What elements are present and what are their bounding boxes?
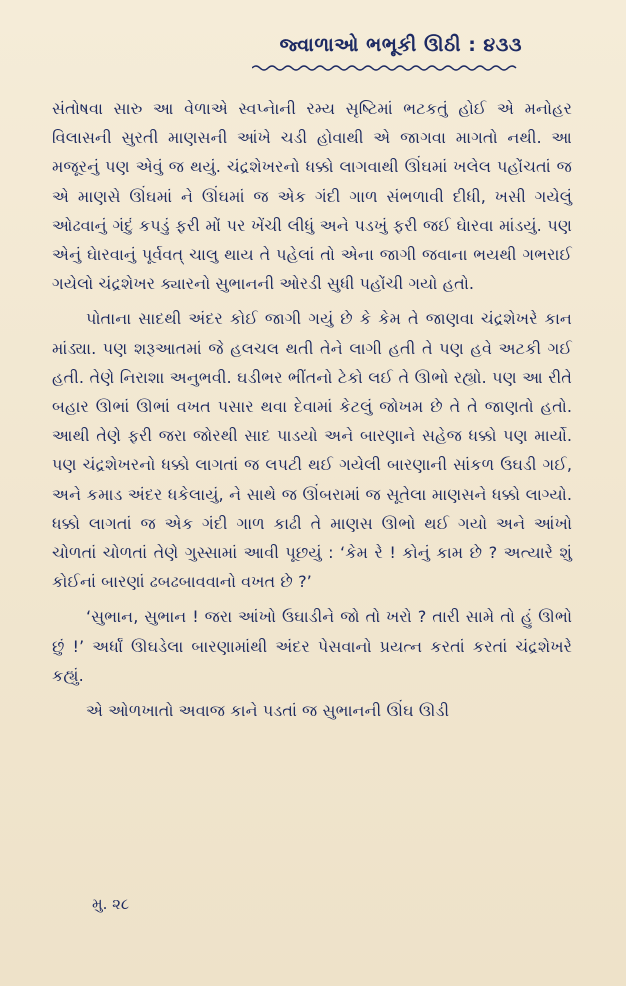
body-text (52, 94, 572, 725)
paragraph-final: એ ઓળખાતો અવાજ કાને પડતાં જ સુભાનની ઊંઘ ઊડી (86, 701, 450, 721)
paragraph-continuation: સંતોષવા સારુ આ વેળાએ સ્વપ્નેાની રમ્ય સૃષ્ટિમાં ભટકતું હોઈ એ મનોહર વિલાસની સુરતી માણસની આંખે ચડી હોવાથી એ જાગવા માગતો નથી. આ મજૂરનું પણ એવું જ થયું. ચંદ્રશેખરનો ધક્કો લાગવાથી ઊંઘમાં ખલેલ પહોંચતાં જ એ માણસે ઊંઘમાં ને ઊંઘમાં જ એક ગંદી ગાળ સંભળાવી દીધી, ખસી ગયેલું ઓઢવાનું ગંદું કપડું ફરી મોં પર ખેંચી લીધું અને પડખું ફરી જઈ ઘેારવા માંડયું. પણ એનું ઘેારવાનું પૂર્વવત્ ચાલુ થાય તે પહેલાં તો એના જાગી જવાના ભયથી ગભરાઈ ગયેલો ચંદ્રશેખર ક્યારનો સુભાનની ઓરડી સુધી પહોંચી ગયો હતો. (52, 99, 572, 294)
running-head: જ્વાળાઓ ભભૂકી ઊઠી : ૪૩૩ (279, 34, 522, 56)
decorative-rule-icon (252, 64, 520, 72)
paragraph-dialogue: ‘સુભાન, સુભાન ! જરા આંખો ઉઘાડીને જો તો ખરો ? તારી સામે તો હું ઊભો છું !’ અર્ધાં ઊઘડેલા બારણામાંથી અંદર પેસવાનો પ્રયત્ન કરતાં કરતાં ચંદ્રશેખરે કહ્યું. (52, 607, 572, 685)
printer-signature: મુ. ૨૮ (92, 895, 130, 913)
paragraph: પોતાના સાદથી અંદર કોઈ જાગી ગયું છે કે કેમ તે જાણવા ચંદ્રશેખરે કાન માંડ્યા. પણ શરૂઆતમાં જે હલચલ થતી તેને લાગી હતી તે પણ હવે અટકી ગઈ હતી. તેણે નિરાશા અનુભવી. ઘડીભર ભીંતનો ટેકો લઈ તે ઊભો રહ્યો. પણ આ રીતે બહાર ઊભાં ઊભાં વખત પસાર થવા દેવામાં કેટલું જોખમ છે તે તે જાણતો હતો. આથી તેણે ફરી જરા જોરથી સાદ પાડયો અને બારણાને સહેજ ધક્કો પણ માર્યો. પણ ચંદ્રશેખરનો ધક્કો લાગતાં જ લપટી થઈ ગયેલી બારણાની સાંકળ ઉઘડી ગઈ, અને કમાડ અંદર ધકેલાયું, ને સાથે જ ઊંબરામાં જ સૂતેલા માણસને ધક્કો લાગ્યો. ધક્કો લાગતાં જ એક ગંદી ગાળ કાઢી તે માણસ ઊભો થઈ ગયો અને આંખો ચોળતાં ચોળતાં તેણે ગુસ્સામાં આવી પૂછયું : ‘કેમ રે ! કોનું કામ છે ? અત્યારે શું કોઈનાં બારણાં ઢબઢબાવવાનો વખત છે ?’ (52, 309, 572, 592)
page-header (50, 0, 574, 78)
